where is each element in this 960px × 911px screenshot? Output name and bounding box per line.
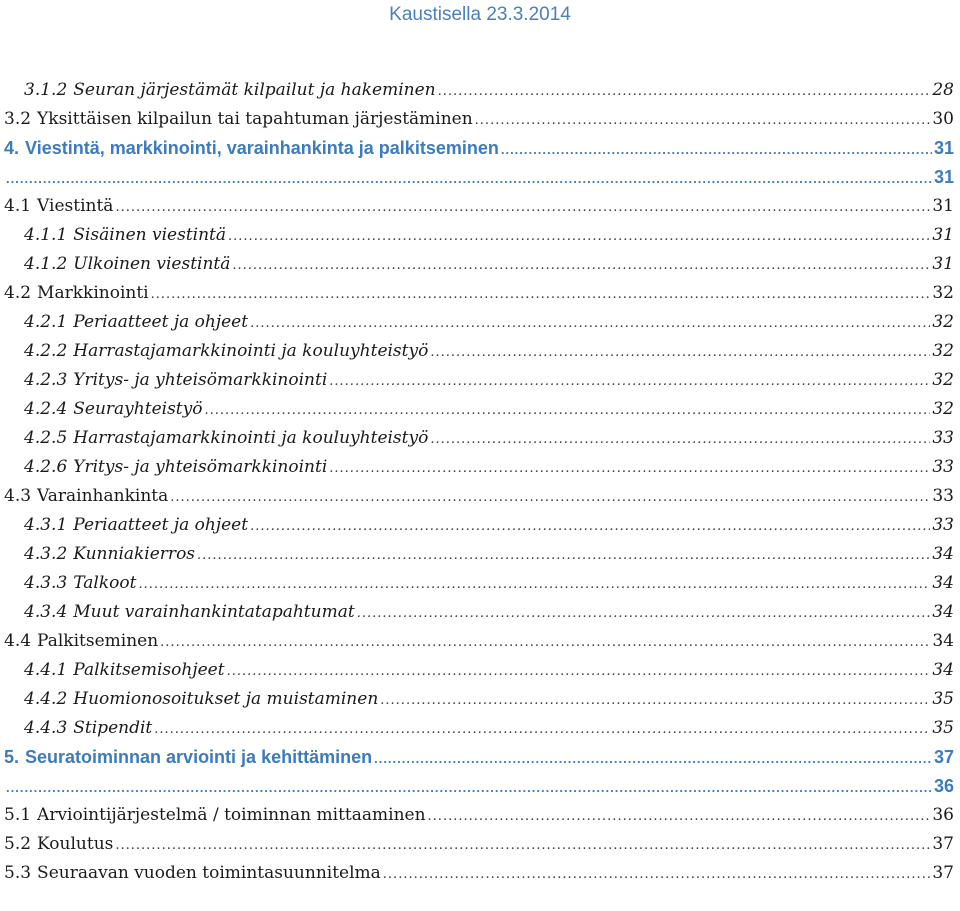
toc-entry[interactable] [4,366,954,395]
toc-entry[interactable] [4,714,954,743]
toc-entry-number: 5.3 [4,863,32,883]
toc-entry-page-number: 33 [932,457,954,477]
toc-entry-page-number: 31 [932,196,954,216]
toc-entry[interactable] [4,105,954,134]
toc-entry-page-number: 28 [932,80,954,100]
toc-entry[interactable] [4,743,954,772]
toc-dot-leader [501,135,932,163]
toc-entry-title: Periaatteet ja ohjeet [73,312,249,332]
toc-entry-page-number: 35 [932,689,954,709]
toc-entry[interactable] [4,511,954,540]
toc-entry-page-number: 33 [932,428,954,448]
toc-entry-number: 4.4.3 [24,718,68,738]
toc-entry-page-number: 34 [932,602,954,622]
toc-entry-page-number: 32 [932,370,954,390]
toc-entry-page-number: 32 [932,312,954,332]
table-of-contents [4,76,954,888]
toc-entry-title: Huomionosoitukset ja muistaminen [73,689,379,709]
toc-entry-title: Yritys- ja yhteisömarkkinointi [73,457,328,477]
toc-dot-leader [6,164,932,192]
toc-dot-leader [170,483,930,511]
toc-entry[interactable] [4,859,954,888]
toc-entry-title: Periaatteet ja ohjeet [73,515,249,535]
toc-entry[interactable] [4,250,954,279]
toc-entry-title: Kunniakierros [73,544,196,564]
toc-entry-number: 4. [4,138,20,158]
toc-entry-number: 3.2 [4,109,32,129]
toc-entry[interactable] [4,627,954,656]
toc-entry-number: 4.2.5 [24,428,68,448]
toc-entry-number: 4.1 [4,196,32,216]
toc-dot-leader [374,744,932,772]
toc-entry-page-number: 37 [932,834,954,854]
toc-dot-leader [138,570,930,598]
toc-dot-leader [475,106,931,134]
toc-entry-number: 4.4.2 [24,689,68,709]
toc-entry-title: Koulutus [37,834,114,854]
toc-entry-title: Palkitseminen [37,631,159,651]
toc-entry-page-number: 37 [933,747,954,767]
toc-entry-page-number: 36 [933,776,954,796]
toc-entry[interactable] [4,830,954,859]
toc-entry-number: 4.3.2 [24,544,68,564]
toc-entry-number: 4.3.1 [24,515,68,535]
toc-entry-number: 4.1.2 [24,254,68,274]
toc-entry-number: 5.2 [4,834,32,854]
toc-entry-page-number: 31 [932,254,954,274]
toc-dot-leader [329,454,930,482]
toc-entry-number: 4.4.1 [24,660,68,680]
toc-entry-page-number: 34 [932,544,954,564]
toc-dot-leader [380,686,930,714]
toc-entry-title: Palkitsemisohjeet [73,660,225,680]
toc-dot-leader [329,367,930,395]
toc-dot-leader [227,657,931,685]
toc-entry-page-number: 30 [932,109,954,129]
toc-entry-title: Arviointijärjestelmä / toiminnan mittaaminen [37,805,426,825]
toc-entry-page-number: 34 [932,631,954,651]
toc-entry-title: Talkoot [73,573,137,593]
toc-entry[interactable] [4,395,954,424]
toc-entry-title: Harrastajamarkkinointi ja kouluyhteistyö [73,428,429,448]
toc-entry-number: 5. [4,747,20,767]
toc-entry-page-number: 31 [932,225,954,245]
toc-dot-leader [197,541,930,569]
toc-dot-leader [438,77,931,105]
toc-entry-title: Muut varainhankintatapahtumat [73,602,355,622]
toc-entry-page-number: 32 [932,341,954,361]
toc-entry-page-number: 35 [932,718,954,738]
toc-entry-title: Seuratoiminnan arviointi ja kehittäminen [25,747,373,767]
toc-entry-title: Stipendit [73,718,153,738]
toc-entry[interactable] [4,424,954,453]
toc-dot-leader [357,599,931,627]
toc-dot-leader [430,338,930,366]
toc-dot-leader [154,715,930,743]
toc-entry-number: 4.2.4 [24,399,68,419]
toc-entry-number: 4.2.1 [24,312,68,332]
toc-entry-title: Seuran järjestämät kilpailut ja hakeminen [73,80,436,100]
toc-entry-page-number: 36 [932,805,954,825]
toc-entry-number: 4.3.4 [24,602,68,622]
toc-entry-number: 4.3 [4,486,32,506]
toc-entry[interactable] [4,801,954,830]
toc-dot-leader [250,309,930,337]
toc-entry-number: 4.2.3 [24,370,68,390]
toc-entry[interactable] [4,337,954,366]
toc-entry-page-number: 34 [932,660,954,680]
toc-entry[interactable] [4,569,954,598]
toc-dot-leader [204,396,930,424]
toc-entry-title: Yritys- ja yhteisömarkkinointi [73,370,328,390]
toc-entry-title: Seurayhteistyö [73,399,203,419]
toc-dot-leader [6,773,932,801]
toc-dot-leader [115,831,930,859]
toc-dot-leader [430,425,930,453]
toc-entry-number: 4.3.3 [24,573,68,593]
toc-entry[interactable] [4,685,954,714]
toc-entry[interactable] [4,598,954,627]
toc-entry-number: 4.2.2 [24,341,68,361]
toc-entry-continuation[interactable] [4,772,954,801]
toc-entry[interactable] [4,656,954,685]
toc-entry-title: Yksittäisen kilpailun tai tapahtuman järjestäminen [37,109,473,129]
toc-entry-title: Harrastajamarkkinointi ja kouluyhteistyö [73,341,429,361]
toc-entry-page-number: 33 [932,486,954,506]
toc-entry-number: 3.1.2 [24,80,68,100]
toc-entry-title: Sisäinen viestintä [73,225,227,245]
toc-entry-number: 4.1.1 [24,225,68,245]
toc-entry-title: Varainhankinta [37,486,169,506]
toc-entry-title: Ulkoinen viestintä [73,254,231,274]
toc-dot-leader [228,222,930,250]
toc-entry-page-number: 32 [932,399,954,419]
toc-dot-leader [428,802,931,830]
toc-entry-page-number: 31 [933,167,954,187]
toc-dot-leader [250,512,930,540]
toc-entry-page-number: 34 [932,573,954,593]
toc-entry-title: Viestintä [37,196,114,216]
toc-entry-number: 5.1 [4,805,32,825]
toc-entry-title: Seuraavan vuoden toimintasuunnitelma [37,863,381,883]
toc-entry-page-number: 32 [932,283,954,303]
toc-entry[interactable] [4,221,954,250]
toc-entry[interactable] [4,279,954,308]
toc-entry-title: Markkinointi [37,283,149,303]
toc-entry-continuation[interactable] [4,163,954,192]
toc-entry-page-number: 37 [932,863,954,883]
toc-entry[interactable] [4,482,954,511]
toc-entry-title: Viestintä, markkinointi, varainhankinta ja palkitseminen [25,138,499,158]
toc-dot-leader [383,860,931,888]
toc-dot-leader [232,251,930,279]
toc-entry[interactable] [4,76,954,105]
toc-dot-leader [160,628,930,656]
toc-entry[interactable] [4,308,954,337]
toc-entry[interactable] [4,192,954,221]
toc-entry[interactable] [4,134,954,163]
toc-entry[interactable] [4,540,954,569]
toc-entry[interactable] [4,453,954,482]
page-header: Kaustisella 23.3.2014 [389,4,571,25]
toc-dot-leader [151,280,931,308]
toc-entry-number: 4.2.6 [24,457,68,477]
toc-entry-page-number: 31 [933,138,954,158]
toc-entry-number: 4.4 [4,631,32,651]
toc-entry-number: 4.2 [4,283,32,303]
toc-entry-page-number: 33 [932,515,954,535]
toc-dot-leader [115,193,930,221]
